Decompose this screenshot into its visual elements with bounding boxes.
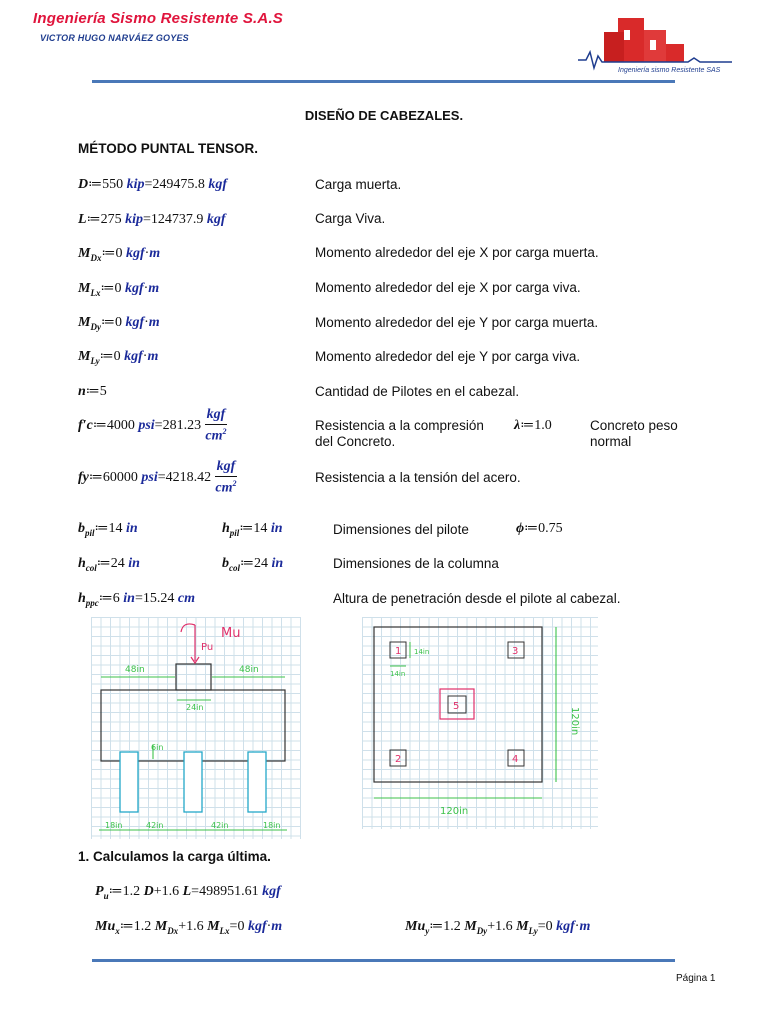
eq-hpil: $h_{pil}≔14$ in	[222, 521, 283, 538]
dim-plan-width: 120in	[440, 806, 469, 817]
dim-pile-w: 14in	[390, 670, 406, 678]
eq-lambda: λ≔1.0	[514, 418, 552, 433]
eq-Mux: $Mu_x≔1.2$ $M_{Dx}+1.6$ $M_{Lx}=0$ kgf·m	[95, 919, 283, 936]
desc-pile: Dimensiones del pilote	[333, 522, 469, 537]
dim-left: 48in	[125, 665, 145, 675]
label-mu: Mu	[221, 626, 241, 641]
eq-phi: ϕ≔0.75	[516, 521, 563, 536]
label-pu: Pu	[201, 642, 214, 653]
dim-plan-height: 120in	[569, 707, 580, 736]
desc-MDy: Momento alrededor del eje Y por carga muerta.	[315, 315, 599, 330]
pile-middle	[184, 752, 202, 812]
eq-MDy: $M_{Dy}≔0$ kgf·m	[78, 315, 160, 332]
dim-bottom-2: 42in	[146, 821, 164, 830]
label-p2: 2	[395, 754, 402, 765]
svg-text:Ingeniería sismo Resistente S: Ingeniería sismo Resistente SAS	[618, 67, 721, 74]
desc-MLy: Momento alrededor del eje Y por carga viva.	[315, 349, 581, 364]
document-title: DISEÑO DE CABEZALES.	[304, 108, 464, 123]
logo-graphic	[576, 10, 736, 76]
label-p4: 4	[512, 754, 519, 765]
label-p5: 5	[453, 701, 460, 712]
dim-penetration: 6in	[151, 743, 164, 752]
eq-n: n≔5	[78, 384, 107, 399]
eq-bpil: $b_{pil}≔14$ in	[78, 521, 138, 538]
eq-MLx: $M_{Lx}≔0$ kgf·m	[78, 281, 160, 298]
eq-Muy: $Mu_y≔1.2$ $M_{Dy}+1.6$ $M_{Ly}=0$ kgf·m	[405, 919, 591, 936]
eq-D: D≔550 kip=249475.8 kgf	[78, 177, 228, 192]
company-name: Ingeniería Sismo Resistente S.A.S	[33, 10, 284, 27]
dim-bottom-4: 18in	[263, 821, 281, 830]
eq-bcol: $b_{col}≔24$ in	[222, 556, 284, 573]
footer-rule	[92, 959, 675, 962]
cap-plan-sketch	[362, 617, 598, 829]
pile-left	[120, 752, 138, 812]
method-subtitle: MÉTODO PUNTAL TENSOR.	[78, 141, 259, 156]
dim-column: 24in	[186, 703, 204, 712]
eq-hppc: $h_{ppc}≔6$ in=15.24 cm	[78, 591, 195, 608]
eq-fc: f′c≔4000 psi=281.23 $\frac{\text{kgf}}{cm^2}$	[78, 407, 227, 444]
desc-D: Carga muerta.	[315, 177, 402, 192]
pile-right	[248, 752, 266, 812]
desc-n: Cantidad de Pilotes en el cabezal.	[315, 384, 520, 399]
dim-pile-h: 14in	[414, 648, 430, 656]
dim-bottom-1: 18in	[105, 821, 123, 830]
eq-MDx: $M_{Dx}≔0$ kgf·m	[78, 246, 161, 263]
eq-fy: fy≔60000 psi=4218.42 $\frac{\text{kgf}}{cm^2}$	[78, 459, 237, 496]
desc-L: Carga Viva.	[315, 211, 386, 226]
cap-outline	[101, 690, 285, 761]
dim-bottom-3: 42in	[211, 821, 229, 830]
eq-L: L≔275 kip=124737.9 kgf	[78, 212, 226, 227]
cap-section-sketch	[91, 617, 301, 839]
column-outline	[176, 664, 211, 690]
page-number: Página 1	[676, 973, 716, 984]
company-logo	[576, 10, 736, 76]
desc-column: Dimensiones de la columna	[333, 556, 499, 571]
desc-fc: Resistencia a la compresión del Concreto.	[315, 418, 484, 449]
eq-Pu: $P_u≔1.2$ D+1.6 L=498951.61 kgf	[95, 884, 281, 901]
desc-lambda: Concreto peso normal	[590, 418, 678, 449]
step-1-heading: 1. Calculamos la carga última.	[78, 849, 271, 864]
desc-hppc: Altura de penetración desde el pilote al cabezal.	[333, 591, 621, 606]
desc-MDx: Momento alrededor del eje X por carga muerta.	[315, 245, 599, 260]
desc-MLx: Momento alrededor del eje X por carga viva.	[315, 280, 581, 295]
eq-hcol: $h_{col}≔24$ in	[78, 556, 140, 573]
header-rule	[92, 80, 675, 83]
desc-fy: Resistencia a la tensión del acero.	[315, 470, 521, 485]
author-name: VICTOR HUGO NARVÁEZ GOYES	[40, 33, 189, 43]
dim-right: 48in	[239, 665, 259, 675]
label-p1: 1	[395, 646, 402, 657]
eq-MLy: $M_{Ly}≔0$ kgf·m	[78, 349, 159, 366]
label-p3: 3	[512, 646, 519, 657]
